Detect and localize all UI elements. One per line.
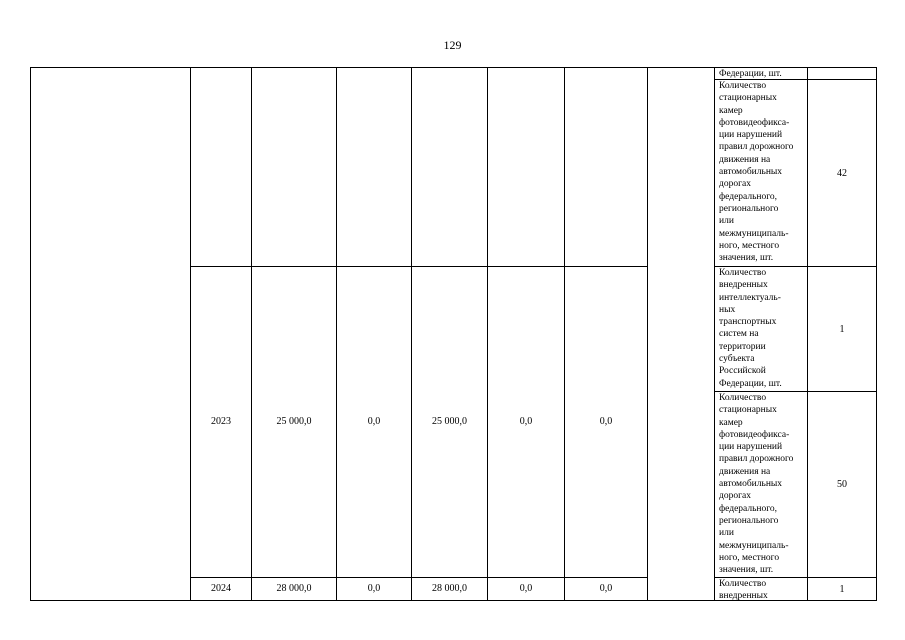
col-border — [647, 67, 648, 601]
cell-regional: 25 000,0 — [432, 416, 467, 427]
table-bottom-border — [30, 600, 877, 601]
page-number: 129 — [443, 38, 462, 52]
indicator-value: 42 — [837, 167, 847, 179]
cell-total: 28 000,0 — [276, 583, 312, 594]
indicator-value — [808, 68, 876, 79]
cell-year: 2024 — [211, 583, 231, 594]
indicator-value: 1 — [839, 583, 845, 595]
cell-extra: 0,0 — [599, 416, 613, 427]
cell-regional: 28 000,0 — [432, 583, 467, 594]
col-border — [30, 67, 31, 601]
cell-local: 0,0 — [519, 416, 533, 427]
indicator-value: 1 — [839, 323, 845, 335]
cell-year: 2023 — [211, 416, 231, 427]
cell-federal: 0,0 — [367, 583, 381, 594]
cell-local: 0,0 — [519, 583, 533, 594]
cell-extra: 0,0 — [599, 583, 613, 594]
indicator-name: Количество внедренных интеллектуаль- ных транспортных систем на территории субъекта Российской Федерации, шт. — [719, 268, 782, 389]
cell-federal: 0,0 — [367, 416, 381, 427]
col-border — [714, 67, 715, 601]
cell-total: 25 000,0 — [276, 416, 312, 427]
indicator-value: 50 — [837, 479, 847, 490]
indicator-name: Количество внедренных — [719, 579, 768, 600]
indicator-name: Федерации, шт. — [719, 69, 782, 79]
indicator-name: Количество стационарных камер фотовидеофикса- ции нарушений правил дорожного движения на автомобильных дорогах федерального, регионального или межмуниципаль- ного, местного значения, шт. — [719, 393, 794, 576]
indicator-name: Количество стационарных камер фотовидеофикса- ции нарушений правил дорожного движения на автомобильных дорогах федерального, регионального или межмуниципаль- ного, местного значения, шт. — [719, 81, 794, 264]
col-border — [876, 67, 877, 601]
